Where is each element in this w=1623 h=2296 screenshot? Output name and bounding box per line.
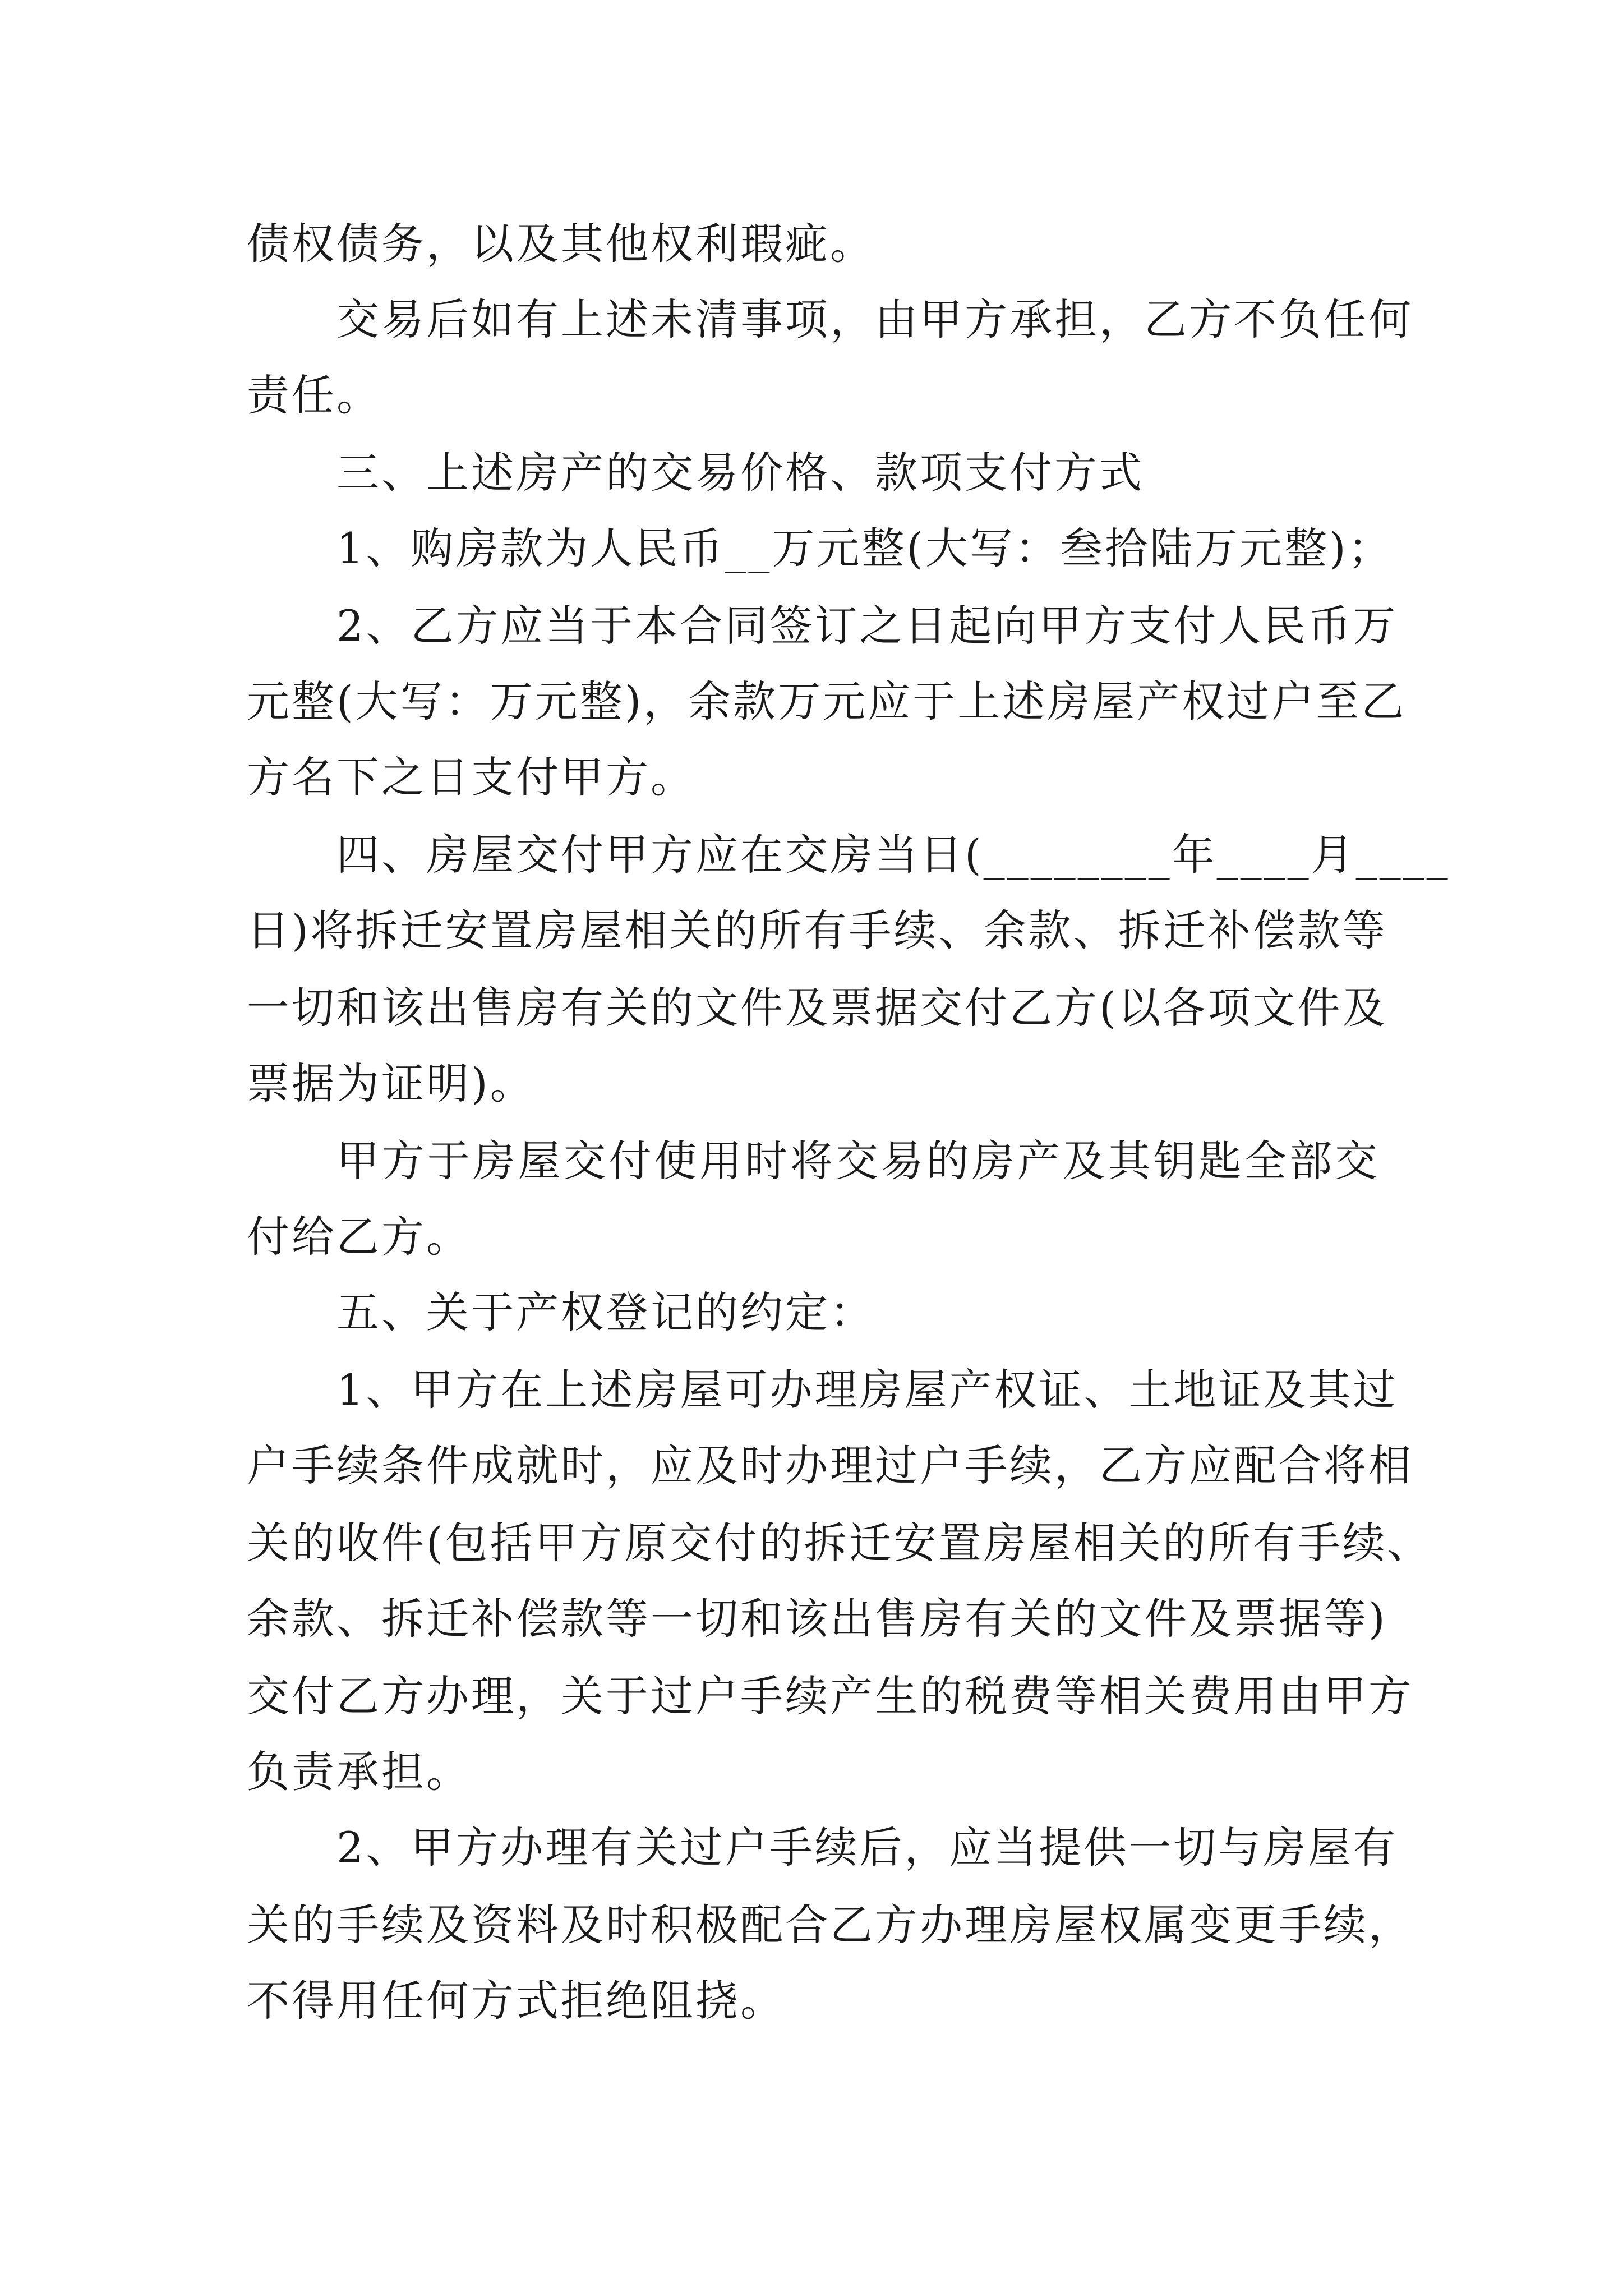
text-line: 交易后如有上述未清事项，由甲方承担，乙方不负任何	[336, 295, 1413, 344]
text-line: 2、乙方应当于本合同签订之日起向甲方支付人民币万	[336, 601, 1398, 651]
text-line: 付给乙方。	[247, 1212, 471, 1262]
text-line: 1、甲方在上述房屋可办理房屋产权证、土地证及其过	[336, 1365, 1398, 1415]
text-line: 关的手续及资料及时积极配合乙方办理房屋权属变更手续，	[247, 1900, 1413, 1950]
text-line: 日)将拆迁安置房屋相关的所有手续、余款、拆迁补偿款等	[247, 905, 1387, 955]
text-line: 负责承担。	[247, 1747, 471, 1797]
text-line: 交付乙方办理，关于过户手续产生的税费等相关费用由甲方	[247, 1671, 1413, 1721]
text-line: 一切和该出售房有关的文件及票据交付乙方(以各项文件及	[247, 983, 1387, 1033]
text-line: 2、甲方办理有关过户手续后，应当提供一切与房屋有	[336, 1823, 1398, 1872]
section-heading: 三、上述房产的交易价格、款项支付方式	[336, 448, 1144, 498]
text-line: 户手续条件成就时，应及时办理过户手续，乙方应配合将相	[247, 1441, 1413, 1490]
text-line: 1、购房款为人民币__万元整(大写：叁拾陆万元整)；	[336, 523, 1393, 573]
text-line: 债权债务，以及其他权利瑕疵。	[247, 219, 875, 269]
text-line: 方名下之日支付甲方。	[247, 752, 695, 802]
text-line: 元整(大写：万元整)，余款万元应于上述房屋产权过户至乙	[247, 677, 1407, 726]
section-heading: 五、关于产权登记的约定：	[336, 1287, 875, 1337]
text-line: 关的收件(包括甲方原交付的拆迁安置房屋相关的所有手续、	[247, 1518, 1432, 1568]
text-line: 票据为证明)。	[247, 1059, 535, 1108]
text-line: 余款、拆迁补偿款等一切和该出售房有关的文件及票据等)	[247, 1594, 1387, 1644]
text-line: 不得用任何方式拒绝阻挠。	[247, 1976, 785, 2026]
text-line: 甲方于房屋交付使用时将交易的房产及其钥匙全部交	[336, 1136, 1380, 1186]
text-line: 责任。	[247, 370, 381, 420]
section-heading: 四、房屋交付甲方应在交房当日(________年____月____	[336, 830, 1450, 880]
